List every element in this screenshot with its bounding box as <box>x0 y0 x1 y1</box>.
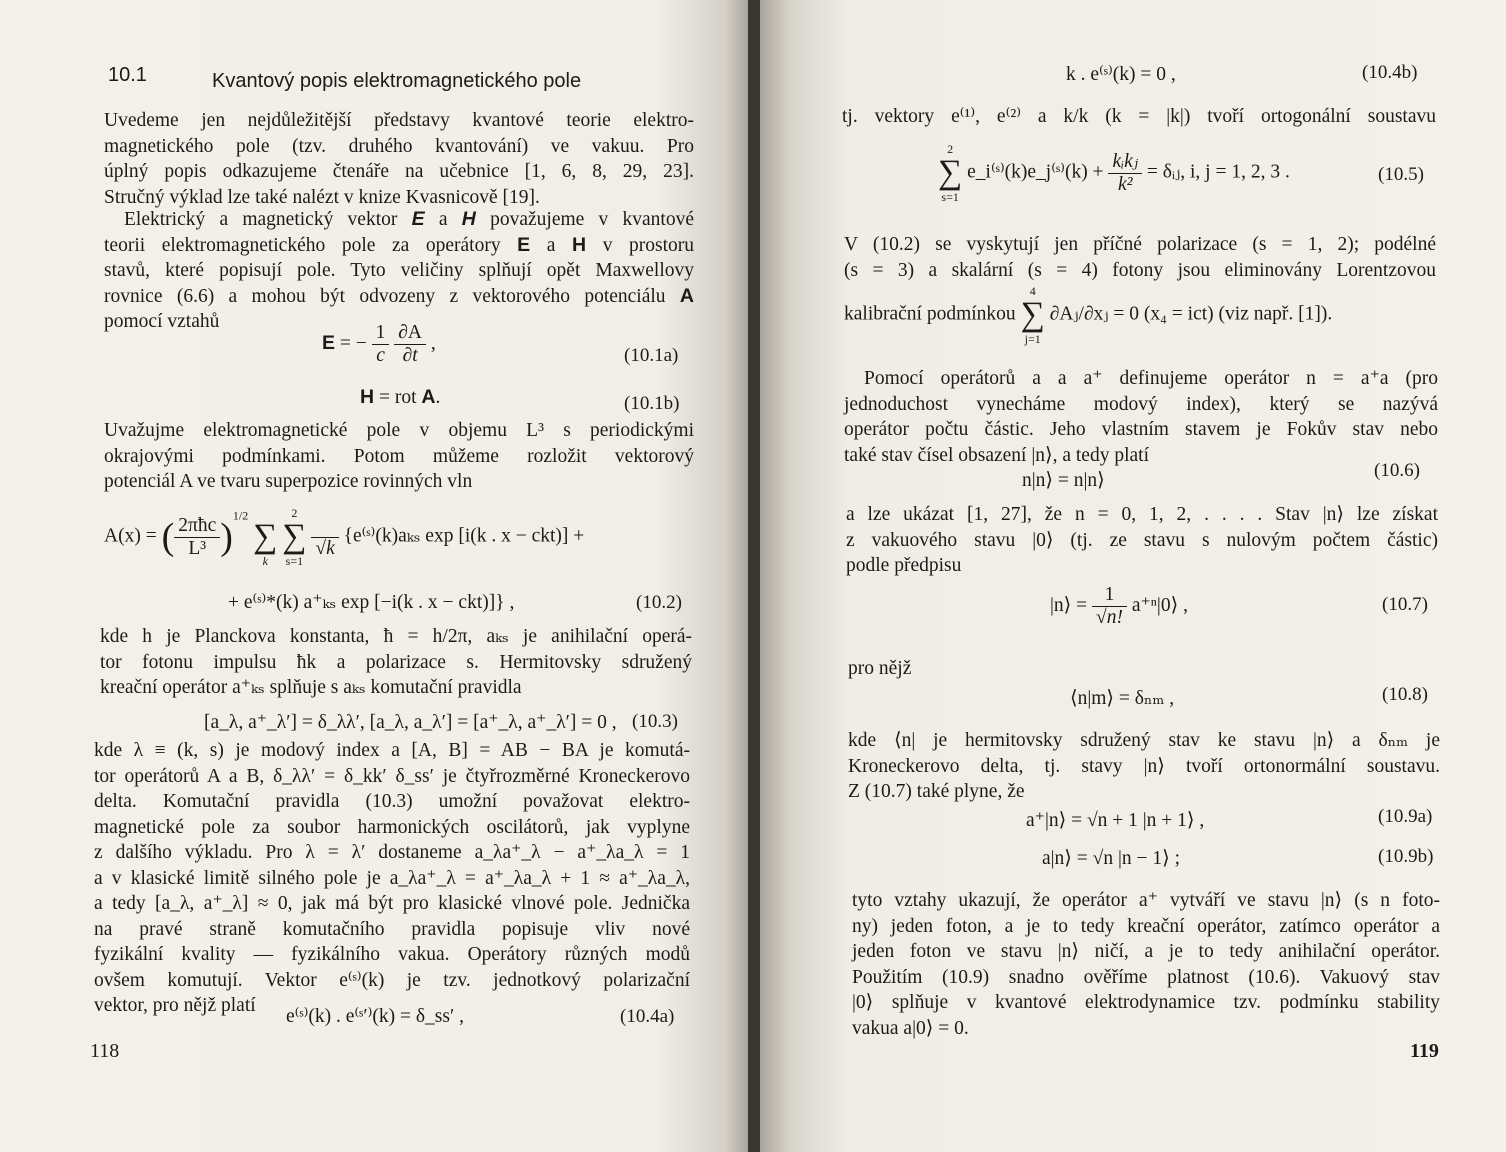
numerator: 2πħc <box>174 515 220 538</box>
fraction <box>394 322 426 367</box>
equation-10-5 <box>938 142 1290 204</box>
sum-limit: k <box>262 554 268 568</box>
numerator: 1 <box>1092 584 1127 607</box>
text-pro-nejz <box>848 656 1148 682</box>
text-line: kde h je Planckova konstanta, ħ = h/2π, aₖₛ je anihilační operá- <box>100 626 692 647</box>
text-line: magnetické pole za soubor harmonických oscilátorů, jak vyplyne <box>94 816 690 838</box>
left-page <box>0 0 748 1152</box>
text-line: úplný popis odkazujeme čtenáře na učebnice [1, 6, 8, 29, 23]. <box>104 161 694 182</box>
page-number: 118 <box>90 1040 120 1062</box>
text-line: delta. Komutační pravidla (10.3) umožní považovat elektro- <box>94 791 690 812</box>
equation-10-1b <box>360 386 440 409</box>
text-line: Z (10.7) také plyne, že <box>848 781 1025 802</box>
text-line: z dalšího výkladu. Pro λ = λ′ dostaneme a_λa⁺_λ − a⁺_λa_λ = 1 <box>94 842 690 863</box>
text-line: ovšem komutují. Vektor e⁽ˢ⁾(k) je tzv. jednotkový polarizační <box>94 969 690 991</box>
text-line: ny) jeden foton, a je to tedy kreační operátor, zatímco operátor a <box>852 915 1440 937</box>
sum-sign: ∑ k <box>253 518 278 568</box>
denominator: c <box>376 345 385 366</box>
text-line: stavů, které popisují pole. Tyto veličiny splňují opět Maxwellovy <box>104 260 694 281</box>
text-line: kde λ ≡ (k, s) je modový index a [A, B] = AB − BA je komutá- <box>94 740 690 761</box>
equation-10-9a: a⁺|n⟩ = √n + 1 |n + 1⟩ , <box>1026 810 1205 831</box>
paragraph-vacuum-state <box>846 502 1438 579</box>
text-line: Pomocí operátorů a a a⁺ definujeme operátor n = a⁺a (pro <box>864 368 1438 389</box>
equation-label: (10.8) <box>1382 684 1428 705</box>
equation-10-9b: a|n⟩ = √n |n − 1⟩ ; <box>1042 848 1181 869</box>
paragraph-intro <box>104 108 694 210</box>
paragraph-number-operator <box>844 366 1438 468</box>
sum-upper: 2 <box>947 142 954 156</box>
denominator: ∂t <box>402 345 418 366</box>
text-fragment: Elektrický a magnetický vektor <box>124 209 412 230</box>
text-line: tyto vztahy ukazují, že operátor a⁺ vytváří ve stavu |n⟩ (s n foto- <box>852 890 1440 911</box>
text-line <box>104 233 694 259</box>
text-fragment: a <box>424 209 462 230</box>
exponent: 1/2 <box>232 508 249 523</box>
equation-10-8: ⟨n|m⟩ = δₙₘ , <box>1070 688 1175 709</box>
sum-sign: 2 ∑ s=1 <box>282 506 307 568</box>
equation-10-6: n|n⟩ = n|n⟩ <box>1022 470 1105 491</box>
text-line <box>104 207 694 233</box>
text-fragment: ∂Aⱼ/∂xⱼ = 0 (x₄ = ict) (viz např. [1]). <box>1049 303 1333 325</box>
paragraph-operators <box>104 207 694 335</box>
eq-rhs: a⁺ⁿ|0⟩ , <box>1131 594 1188 616</box>
text-fragment: považujeme v kvantové <box>475 209 695 230</box>
right-page <box>760 0 1506 1152</box>
section-title: Kvantový popis elektromagnetického pole <box>212 70 582 92</box>
text-line: vakua a|0⟩ = 0. <box>852 1017 969 1039</box>
text-line: tj. vektory e⁽¹⁾, e⁽²⁾ a k/k (k = |k|) tvoří ortogonální soustavu <box>842 106 1436 127</box>
equation-10-4b: k . e⁽ˢ⁾(k) = 0 , <box>1066 64 1176 85</box>
eq-tail: = δᵢⱼ, i, j = 1, 2, 3 . <box>1146 161 1290 183</box>
equation-10-1a <box>322 322 436 367</box>
fraction <box>1108 151 1142 196</box>
paragraph-creation <box>852 888 1440 1041</box>
eq-lhs: H <box>360 386 375 408</box>
paragraph-commutation <box>94 738 690 1019</box>
denominator: L³ <box>188 537 207 559</box>
text-line: (s = 3) a skalární (s = 4) fotony jsou eliminovány Lorentzovou <box>844 259 1436 281</box>
text-fragment: rovnice (6.6) a mohou být odvozeny z vektorového potenciálu <box>104 285 666 307</box>
text-line: tor operátorů A a B, δ_λλ′ = δ_kk′ δ_ss′ je čtyřrozměrné Kroneckerovo <box>94 765 690 787</box>
sum-sign: 2 ∑ s=1 <box>938 142 963 204</box>
eq-body: e_i⁽ˢ⁾(k)e_j⁽ˢ⁾(k) + <box>967 161 1109 183</box>
eq-op: = − <box>335 332 372 354</box>
sum-upper: 2 <box>291 506 298 520</box>
equation-label: (10.3) <box>632 711 678 732</box>
denominator: √n! <box>1096 607 1123 628</box>
text-line: a v klasické limitě silného pole je a_λa⁺_λ = a⁺_λa_λ + 1 ≈ a⁺_λa_λ, <box>94 867 690 889</box>
text-line: V (10.2) se vyskytují jen příčné polarizace (s = 1, 2); podélné <box>844 234 1436 255</box>
eq-body: {e⁽ˢ⁾(k)aₖₛ exp [i(k . x − ckt)] + <box>343 525 585 547</box>
paragraph-orthogonal <box>842 104 1436 130</box>
equation-label: (10.1a) <box>624 345 679 366</box>
gauge-condition-line <box>844 284 1332 346</box>
denominator: √k <box>315 537 335 559</box>
vector-symbol: H <box>461 208 476 230</box>
text-line: Použitím (10.9) snadno ověříme platnost (10.6). Vakuový stav <box>852 966 1440 988</box>
text-line: kde ⟨n| je hermitovsky sdružený stav ke stavu |n⟩ a δₙₘ je <box>848 730 1440 751</box>
equation-10-2 <box>104 506 584 568</box>
text-line: potenciál A ve tvaru superpozice rovinných vln <box>104 471 473 492</box>
text-fragment: teorii elektromagnetického pole za operátory <box>104 234 518 256</box>
fraction <box>1092 584 1127 629</box>
text-line <box>104 284 694 310</box>
fraction <box>372 322 390 367</box>
paragraph-hermitian <box>848 728 1440 805</box>
operator-symbol: E <box>517 233 531 256</box>
equation-label: (10.7) <box>1382 594 1428 615</box>
eq-lhs: E <box>322 331 336 354</box>
text-line: magnetického pole (tzv. druhého kvantování) ve vakuu. Pro <box>104 135 694 157</box>
text-fragment: v prostoru <box>586 234 695 256</box>
text-line: a tedy [a_λ, a⁺_λ] ≈ 0, jak má být pro klasické vlnové pole. Jednička <box>94 893 690 914</box>
eq-punct: , <box>430 332 436 354</box>
denominator: k² <box>1117 173 1133 195</box>
sum-limit: s=1 <box>941 190 959 204</box>
equation-label: (10.6) <box>1374 460 1420 481</box>
equation-10-2-line2: + e⁽ˢ⁾*(k) a⁺ₖₛ exp [−i(k . x − ckt)]} , <box>228 592 515 613</box>
equation-10-7 <box>1050 584 1188 629</box>
eq-punct: . <box>435 387 441 408</box>
text-line: fyzikální kvality — fyzikálního vakua. Operátory různých modů <box>94 944 690 965</box>
numerator: ∂A <box>394 322 426 345</box>
equation-label: (10.1b) <box>624 393 680 414</box>
equation-label: (10.5) <box>1378 164 1424 185</box>
equation-label: (10.9b) <box>1378 846 1434 867</box>
operator-symbol: H <box>572 233 587 256</box>
operator-symbol: A <box>679 284 695 307</box>
sum-limit: s=1 <box>285 554 304 568</box>
equation-label: (10.9a) <box>1378 806 1433 827</box>
text-line: podle předpisu <box>846 555 962 576</box>
paragraph-polarization <box>844 232 1436 283</box>
numerator: kᵢkⱼ <box>1108 151 1142 174</box>
paren-open: ( <box>161 516 175 558</box>
section-number: 10.1 <box>108 64 147 86</box>
sum-sign: 4 ∑ j=1 <box>1020 284 1045 346</box>
operator-symbol: A <box>421 386 436 408</box>
fraction <box>174 515 220 560</box>
paragraph-potential <box>104 418 694 495</box>
text-line: a lze ukázat [1, 27], že n = 0, 1, 2, . . . . Stav |n⟩ lze získat <box>846 504 1438 525</box>
text-line: Uvedeme jen nejdůležitější představy kvantové teorie elektro- <box>104 110 694 131</box>
text-line: na pravé straně komutačního pravidla popisuje vliv nové <box>94 918 690 940</box>
equation-label: (10.4a) <box>620 1006 675 1027</box>
text-line: operátor počtu částic. Jeho vlastním stavem je Fokův stav nebo <box>844 419 1438 440</box>
eq-rhs: = rot <box>374 387 422 408</box>
fraction <box>311 515 338 560</box>
page-number: 119 <box>1410 1040 1439 1062</box>
text-line: tor fotonu impulsu ħk a polarizace s. Hermitovsky sdružený <box>100 651 692 673</box>
text-line: okrajovými podmínkami. Potom můžeme rozložit vektorový <box>104 445 694 467</box>
eq-lhs: A(x) = <box>104 525 162 547</box>
eq-lhs: |n⟩ = <box>1050 594 1093 616</box>
text-fragment: a <box>530 234 573 256</box>
sum-limit: j=1 <box>1024 332 1041 346</box>
text-line: Stručný výklad lze také nalézt v knize Kvasnicově [19]. <box>104 186 540 208</box>
text-line: pro nějž <box>848 658 912 679</box>
text-line: z vakuového stavu |0⟩ (tj. ze stavu s nulovým počtem částic) <box>846 529 1438 551</box>
equation-label: (10.2) <box>636 592 682 613</box>
paragraph-annihilation <box>100 624 692 701</box>
text-line: jednoduchost vynecháme modový index), který se nazývá <box>844 393 1438 415</box>
numerator: 1 <box>372 322 390 345</box>
text-line: kreační operátor a⁺ₖₛ splňuje s aₖₛ komutační pravidla <box>100 677 522 698</box>
equation-label: (10.4b) <box>1362 62 1418 83</box>
book-gutter <box>748 0 760 1152</box>
text-line: |0⟩ splňuje v kvantové elektrodynamice tzv. podmínku stability <box>852 992 1440 1013</box>
paren-close: ) <box>220 516 233 558</box>
equation-10-4a: e⁽ˢ⁾(k) . e⁽ˢ′⁾(k) = δ_ss′ , <box>286 1006 464 1027</box>
text-line: také stav čísel obsazení |n⟩, a tedy platí <box>844 444 1149 466</box>
text-line: pomocí vztahů <box>104 311 220 332</box>
equation-10-3: [a_λ, a⁺_λ′] = δ_λλ′, [a_λ, a_λ′] = [a⁺_λ, a⁺_λ′] = 0 , <box>204 712 617 733</box>
vector-symbol: E <box>411 208 425 230</box>
text-line: Kroneckerovo delta, tj. stavy |n⟩ tvoří ortonormální soustavu. <box>848 755 1440 777</box>
text-line: Uvažujme elektromagnetické pole v objemu L³ s periodickými <box>104 420 694 441</box>
text-line: vektor, pro nějž platí <box>94 995 256 1016</box>
text-line: jeden foton ve stavu |n⟩ ničí, a je to tedy anihilační operátor. <box>852 941 1440 962</box>
sum-upper: 4 <box>1029 284 1036 298</box>
text-fragment: kalibrační podmínkou <box>844 303 1021 325</box>
